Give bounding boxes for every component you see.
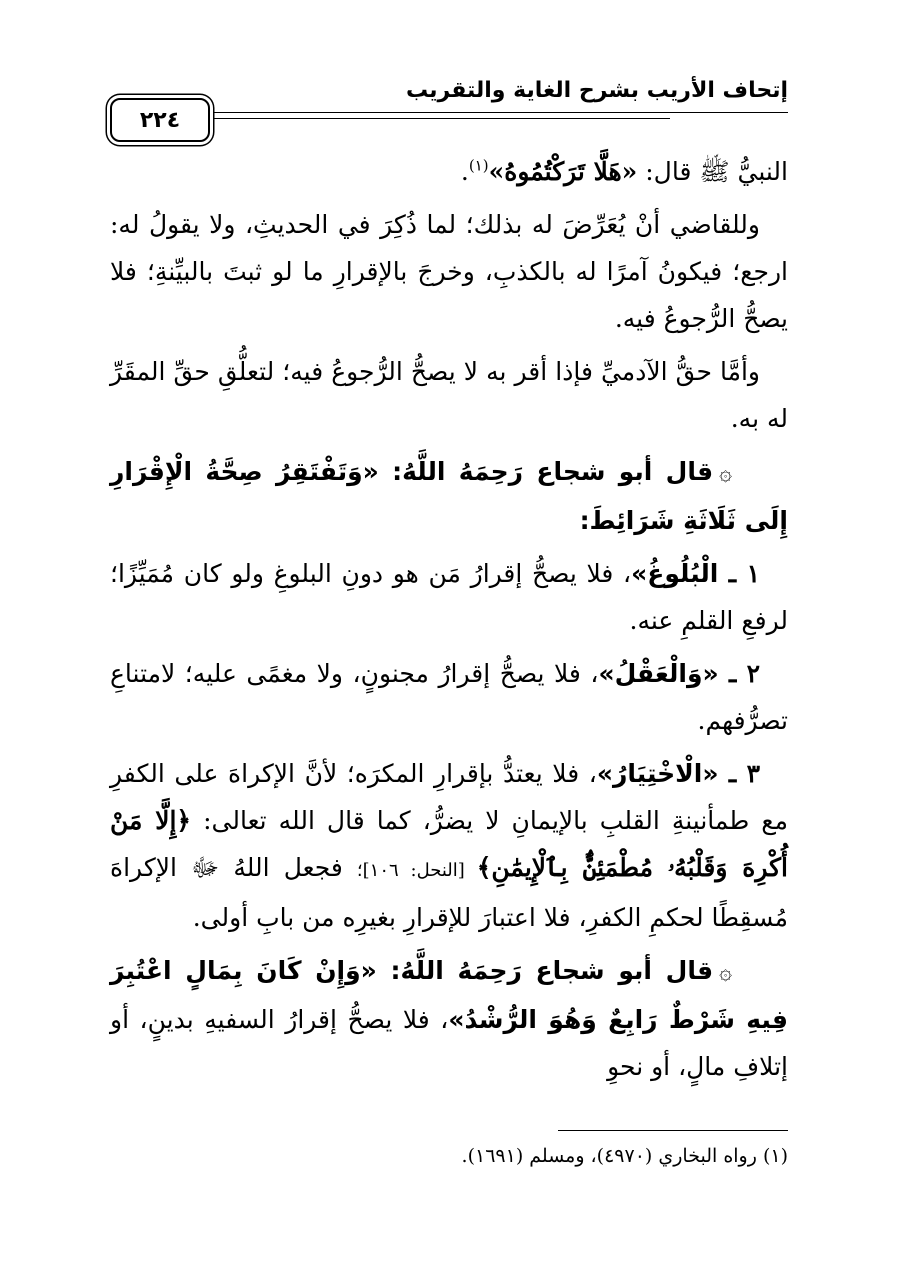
paragraph-3: وأمَّا حقُّ الآدميِّ فإذا أقر به لا يصحُّ الرُّجوعُ فيه؛ لتعلُّقِ حقِّ المقَرِّ له به.	[110, 357, 788, 433]
header-rule	[110, 112, 788, 113]
matn-term: الْبُلُوغُ»	[631, 559, 719, 588]
running-title: إتحاف الأريب بشرح الغاية والتقريب	[405, 78, 788, 103]
footnote-1: (١) رواه البخاري (٤٩٧٠)، ومسلم (١٦٩١).	[461, 1145, 788, 1167]
paragraph-5: ١ ـ الْبُلُوغُ»، فلا يصحُّ إقرارُ مَن هو دونِ البلوغِ ولو كان مُمَيِّزًا؛ لرفعِ القلمِ عنه.	[110, 559, 788, 635]
page-number-badge	[110, 98, 210, 142]
book-page	[110, 60, 788, 1240]
footnote-separator	[558, 1130, 788, 1131]
ornament-icon: ۞	[719, 960, 732, 985]
quran-verse: ﴿إِلَّا مَنْ أُكْرِهَ وَقَلْبُهُۥ مُطْمَئِنٌّۢ بِٱلْإِيمَٰنِ﴾	[110, 806, 788, 882]
paragraph-4	[110, 448, 788, 544]
paragraph-7: ٣ ـ «الْاخْتِيَارُ»، فلا يعتدُّ بإقرارِ المكرَه؛ لأنَّ الإكراهَ على الكفرِ مع طمأنينةِ القلبِ بالإيمانِ لا يضرُّ، كما قال الله تعالى: ﴿إِلَّا مَنْ أُكْرِهَ وَقَلْبُهُۥ مُطْمَئِنٌّۢ بِٱلْإِيمَٰنِ﴾ [النحل: ١٠٦]؛ فجعل اللهُ ﷻ الإكراهَ مُسقِطًا لحكمِ الكفرِ، فلا اعتبارَ للإقرارِ بغيرِه من بابِ أولى.	[110, 759, 788, 932]
footnote-marker[interactable]: (١)	[468, 156, 489, 175]
page-header	[110, 70, 788, 133]
author-lead: قال أبو شجاع رَحِمَهُ اللَّهُ:	[378, 457, 714, 486]
paragraph-6: ٢ ـ «وَالْعَقْلُ»، فلا يصحُّ إقرارُ مجنونٍ، ولا مغمًى عليه؛ لامتناعِ تصرُّفهم.	[110, 659, 788, 735]
matn-text: «وَتَفْتَقِرُ صِحَّةُ الْإِقْرَارِ إِلَى ثَلَاثَةِ شَرَائِطَ:	[110, 457, 788, 535]
paragraph-1: النبيُّ ﷺ قال: «هَلَّا تَرَكْتُمُوهُ»$^{(١)}$.	[460, 156, 788, 186]
page-number: ٢٢٤	[139, 107, 181, 133]
matn-text: «وَإِنْ كَانَ بِمَالٍ اعْتُبِرَ فِيهِ شَرْطٌ رَابِعٌ وَهُوَ الرُّشْدُ»	[110, 956, 789, 1034]
verse-reference: [النحل: ١٠٦]؛	[356, 860, 477, 881]
matn-term: «وَالْعَقْلُ»	[598, 659, 719, 688]
ornament-icon: ۞	[719, 461, 732, 486]
hadith-quote: «هَلَّا تَرَكْتُمُوهُ»	[488, 157, 638, 186]
paragraph-8: ۞قال أبو شجاع رَحِمَهُ اللَّهُ: «وَإِنْ كَانَ بِمَالٍ اعْتُبِرَ فِيهِ شَرْطٌ رَابِعٌ وَهُوَ الرُّشْدُ»، فلا يصحُّ إقرارُ السفيهِ بدينٍ، أو إتلافِ مالٍ، أو نحوِ	[110, 947, 788, 1090]
paragraph-2: وللقاضي أنْ يُعَرِّضَ له بذلك؛ لما ذُكِرَ في الحديثِ، ولا يقولُ له: ارجع؛ فيكونُ آمرًا له بالكذبِ، وخرجَ بالإقرارِ ما لو ثبتَ بالبيِّنةِ؛ فلا يصحُّ الرُّجوعُ فيه.	[110, 210, 788, 333]
matn-term: «الْاخْتِيَارُ»	[596, 759, 719, 788]
author-lead: قال أبو شجاع رَحِمَهُ اللَّهُ:	[376, 956, 714, 985]
main-text	[110, 148, 788, 1096]
